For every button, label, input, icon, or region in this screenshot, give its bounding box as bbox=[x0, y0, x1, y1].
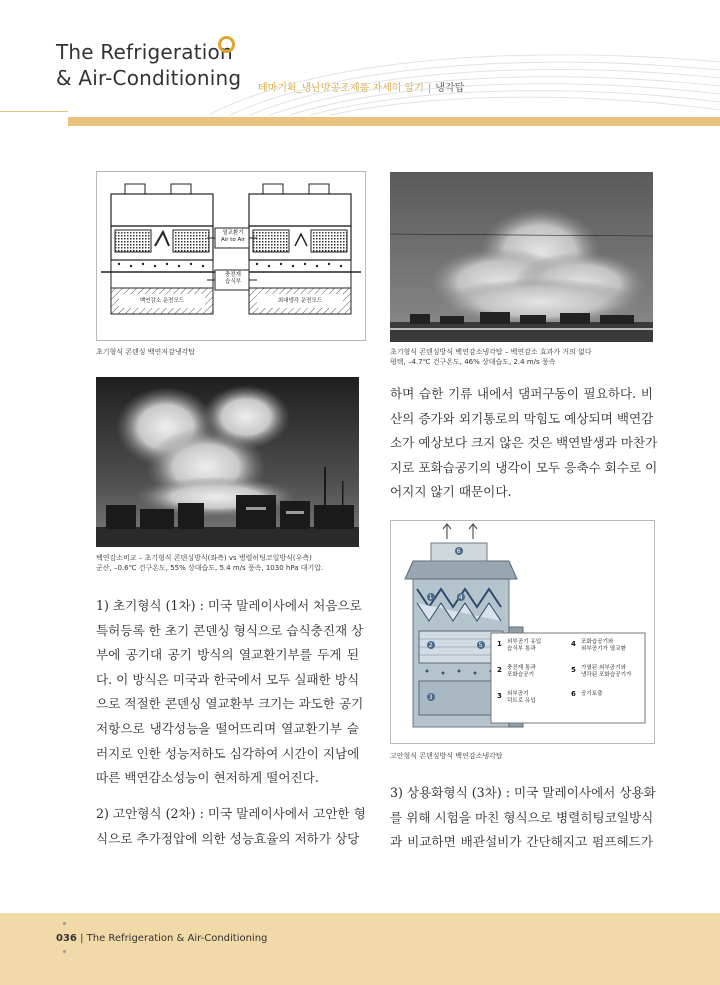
header-thin-line bbox=[0, 111, 68, 112]
text-line: 다. 이 방식은 미국과 한국에서 모두 실패한 방식 bbox=[96, 671, 360, 687]
legend-text-b: 덕트로 유입 bbox=[507, 698, 536, 704]
text-line: 특허등록 한 초기 콘덴싱 형식으로 습식충진재 상 bbox=[96, 622, 364, 638]
text-line: 과 비교하면 배관설비가 간단해지고 펌프헤드가 bbox=[390, 834, 653, 850]
footer-dot-bottom bbox=[63, 950, 66, 953]
legend-item-4 bbox=[571, 639, 647, 653]
text-line: 러지로 인한 성능저하도 심각하여 시간이 지남에 bbox=[96, 745, 360, 761]
footer-text bbox=[56, 933, 267, 944]
photo2-caption-line2: 군산, –0.6℃ 건구온도, 55% 상대습도, 5.4 m/s 풍속, 1030 hPa 대기압. bbox=[96, 564, 324, 572]
text-line: 으로 적절한 콘덴싱 열교환부 크기는 과도한 공기 bbox=[96, 696, 364, 712]
text-line: 저항으로 냉각성능을 떨어뜨리며 열교환기부 슬 bbox=[96, 720, 359, 736]
legend-text-a: 공기토출 bbox=[581, 691, 603, 697]
text-line: 어지지 않기 때문이다. bbox=[390, 484, 512, 500]
diagram1-label-air-to-air: Air to Air bbox=[220, 237, 246, 243]
legend-text-a: 포화습공기와 bbox=[581, 639, 614, 645]
legend-item-6 bbox=[571, 691, 647, 698]
legend-num: 5 bbox=[571, 666, 576, 674]
page-number: 036 bbox=[56, 933, 77, 944]
text-line: 지로 포화습공기의 냉각이 모두 응축수 회수로 이 bbox=[390, 459, 658, 475]
text-line: 3) 상용화형식 (3차) : 미국 말레이사에서 상용화 bbox=[390, 785, 656, 800]
left-paragraph-2 bbox=[96, 802, 366, 851]
svg-text:5: 5 bbox=[478, 642, 483, 649]
plume-photo-2 bbox=[96, 377, 359, 547]
photo2-caption bbox=[96, 553, 323, 573]
photo-plume-comparison-gunsan bbox=[96, 377, 359, 547]
diagram-devised-condensing-tower bbox=[390, 520, 655, 744]
legend-text-b: 습식부 통과 bbox=[507, 646, 536, 652]
diagram1-right-mode: 최대냉각 운전모드 bbox=[277, 298, 323, 304]
text-line: 식으로 추가정압에 의한 성능효율의 저하가 상당 bbox=[96, 830, 360, 846]
header-arc-decoration bbox=[210, 44, 720, 116]
diagram2-caption: 고안형식 콘덴싱방식 백연감소냉각탑 bbox=[390, 752, 503, 760]
legend-num: 3 bbox=[497, 692, 502, 700]
svg-text:2: 2 bbox=[428, 642, 433, 649]
text-line: 를 위해 시험을 마친 형식으로 병렬히팅코일방식 bbox=[390, 809, 654, 825]
photo-tower-plume-pyeongtaek bbox=[390, 172, 653, 342]
right-column-top-paragraph bbox=[390, 382, 658, 505]
series-title: 테마기획_냉난방공조제품 자세히 알기 bbox=[258, 83, 424, 94]
text-line: 1) 초기형식 (1차) : 미국 말레이사에서 처음으로 bbox=[96, 598, 362, 613]
legend-item-1 bbox=[497, 639, 569, 653]
legend-text-b: 포화습공기 bbox=[507, 672, 535, 678]
legend-text-a: 가열된 외부공기와 bbox=[581, 665, 627, 671]
legend-text-b: 외부공기가 열교환 bbox=[581, 646, 627, 652]
svg-text:3: 3 bbox=[428, 694, 433, 701]
legend-num: 2 bbox=[497, 666, 502, 674]
brand-title-line1: The Refrigeration bbox=[56, 40, 233, 64]
right-paragraph-3 bbox=[390, 781, 656, 855]
legend-text-b: 냉각된 포화습공기가 bbox=[581, 672, 632, 678]
photo1-caption-line1: 초기형식 콘덴싱방식 백연감소냉각탑 – 백연감소 효과가 거의 없다 bbox=[390, 348, 592, 356]
diagram-early-condensing-tower bbox=[96, 171, 366, 341]
tower-diagram-drawing bbox=[97, 172, 365, 340]
legend-num: 1 bbox=[497, 640, 502, 648]
left-paragraph-1 bbox=[96, 594, 364, 791]
diagram1-label-wet-section: 습식부 bbox=[225, 279, 241, 285]
diagram1-label-heat-exchanger: 열교환기 bbox=[222, 230, 244, 236]
legend-num: 6 bbox=[571, 690, 576, 698]
footer-band bbox=[0, 913, 720, 985]
header-separator: | bbox=[427, 83, 432, 94]
plume-photo-1 bbox=[390, 172, 653, 342]
legend-text-a: 외부공기 bbox=[507, 691, 529, 697]
legend-item-2 bbox=[497, 665, 569, 679]
header-gold-bar bbox=[68, 117, 720, 126]
legend-item-5 bbox=[571, 665, 647, 679]
text-line: 따른 백연감소성능이 현저하게 떨어진다. bbox=[96, 770, 319, 786]
section-label: 냉각탑 bbox=[435, 83, 465, 94]
diagram1-left-mode: 백연감소 운전모드 bbox=[139, 298, 185, 304]
svg-text:6: 6 bbox=[456, 548, 461, 555]
devised-tower-drawing bbox=[391, 521, 654, 743]
footer-dot-top bbox=[63, 922, 66, 925]
diagram1-caption: 초기형식 콘덴싱 백연저감냉각탑 bbox=[96, 348, 196, 356]
text-line: 산의 증가와 외기통로의 막힘도 예상되며 백연감 bbox=[390, 410, 654, 426]
footer-title: The Refrigeration & Air-Conditioning bbox=[86, 933, 268, 944]
footer-separator: | bbox=[80, 933, 84, 944]
photo2-caption-line1: 백연감소비교 – 초기형식 콘덴싱방식(좌측) vs 병렬히팅코일방식(우측) bbox=[96, 554, 312, 562]
svg-text:4: 4 bbox=[458, 594, 463, 601]
svg-text:1: 1 bbox=[428, 594, 433, 601]
photo1-caption-line2: 평택, –4.7℃ 건구온도, 46% 상대습도, 2.4 m/s 풍속 bbox=[390, 358, 556, 366]
legend-text-a: 외부공기 유입 bbox=[507, 639, 542, 645]
text-line: 소가 예상보다 크지 않은 것은 백연발생과 마찬가 bbox=[390, 435, 658, 451]
legend-num: 4 bbox=[571, 640, 576, 648]
text-line: 부에 공기대 공기 방식의 열교환기부를 두게 된 bbox=[96, 647, 359, 663]
text-line: 하며 습한 기류 내에서 댐퍼구동이 필요하다. 비 bbox=[390, 386, 653, 401]
legend-text-a: 충진재 통과 bbox=[507, 665, 536, 671]
photo1-caption bbox=[390, 347, 592, 367]
text-line: 2) 고안형식 (2차) : 미국 말레이사에서 고안한 형 bbox=[96, 806, 366, 821]
brand-title-line2: & Air-Conditioning bbox=[56, 66, 242, 90]
diagram1-label-fill: 충전재 bbox=[225, 272, 241, 278]
legend-item-3 bbox=[497, 691, 569, 705]
